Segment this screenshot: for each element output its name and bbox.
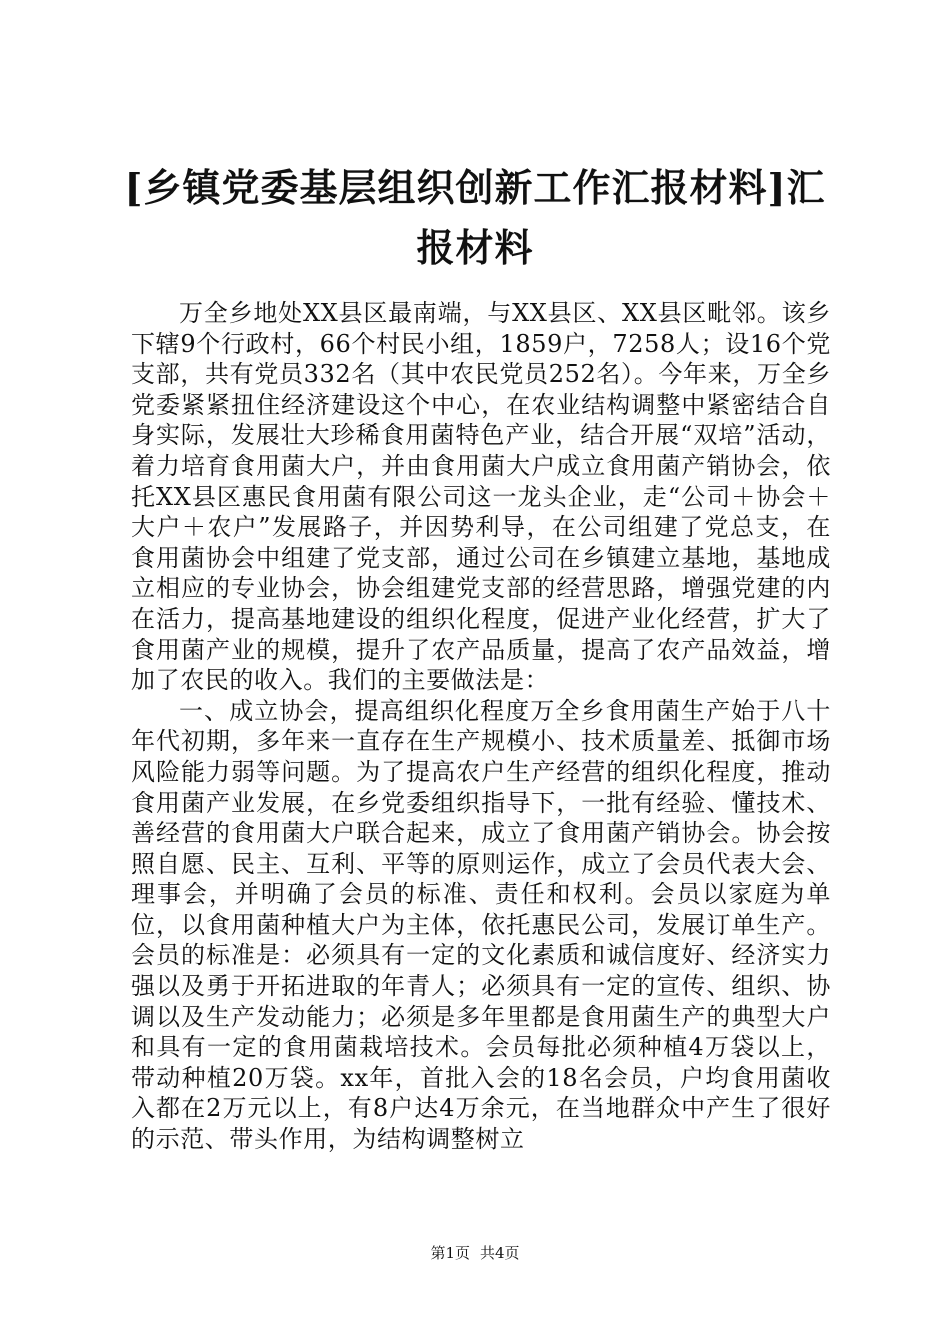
- paragraph-section-one: 一、成立协会，提高组织化程度万全乡食用菌生产始于八十年代初期，多年来一直存在生产规模小、技术质量差、抵御市场风险能力弱等问题。为了提高农户生产经营的组织化程度，推动食用菌产业发展，在乡党委组织指导下，一批有经验、懂技术、善经营的食用菌大户联合起来，成立了食用菌产销协会。协会按照自愿、民主、互利、平等的原则运作，成立了会员代表大会、理事会，并明确了会员的标准、责任和权利。会员以家庭为单位，以食用菌种植大户为主体，依托惠民公司，发展订单生产。会员的标准是：必须具有一定的文化素质和诚信度好、经济实力强以及勇于开拓进取的年青人；必须具有一定的宣传、组织、协调以及生产发动能力；必须是多年里都是食用菌生产的典型大户和具有一定的食用菌栽培技术。会员每批必须种植4万袋以上，带动种植20万袋。xx年，首批入会的18名会员，户均食用菌收入都在2万元以上，有8户达4万余元，在当地群众中产生了很好的示范、带头作用，为结构调整树立: [131, 696, 831, 1154]
- document-title: [乡镇党委基层组织创新工作汇报材料]汇报材料: [124, 165, 826, 270]
- paragraph-intro: 万全乡地处XX县区最南端，与XX县区、XX县区毗邻。该乡下辖9个行政村，66个村民小组，1859户，7258人；设16个党支部，共有党员332名（其中农民党员252名）。今年来，万全乡党委紧紧扭住经济建设这个中心，在农业结构调整中紧密结合自身实际，发展壮大珍稀食用菌特色产业，结合开展“双培”活动，着力培育食用菌大户，并由食用菌大户成立食用菌产销协会，依托XX县区惠民食用菌有限公司这一龙头企业，走“公司＋协会＋大户＋农户”发展路子，并因势利导，在公司组建了党总支，在食用菌协会中组建了党支部，通过公司在乡镇建立基地，基地成立相应的专业协会，协会组建党支部的经营思路，增强党建的内在活力，提高基地建设的组织化程度，促进产业化经营，扩大了食用菌产业的规模，提升了农产品质量，提高了农产品效益，增加了农民的收入。我们的主要做法是：: [131, 299, 831, 695]
- page-total: 共4页: [480, 1244, 520, 1262]
- page-number: 第1页: [430, 1244, 470, 1262]
- document-body: [131, 298, 831, 1155]
- page-footer: [0, 1243, 950, 1263]
